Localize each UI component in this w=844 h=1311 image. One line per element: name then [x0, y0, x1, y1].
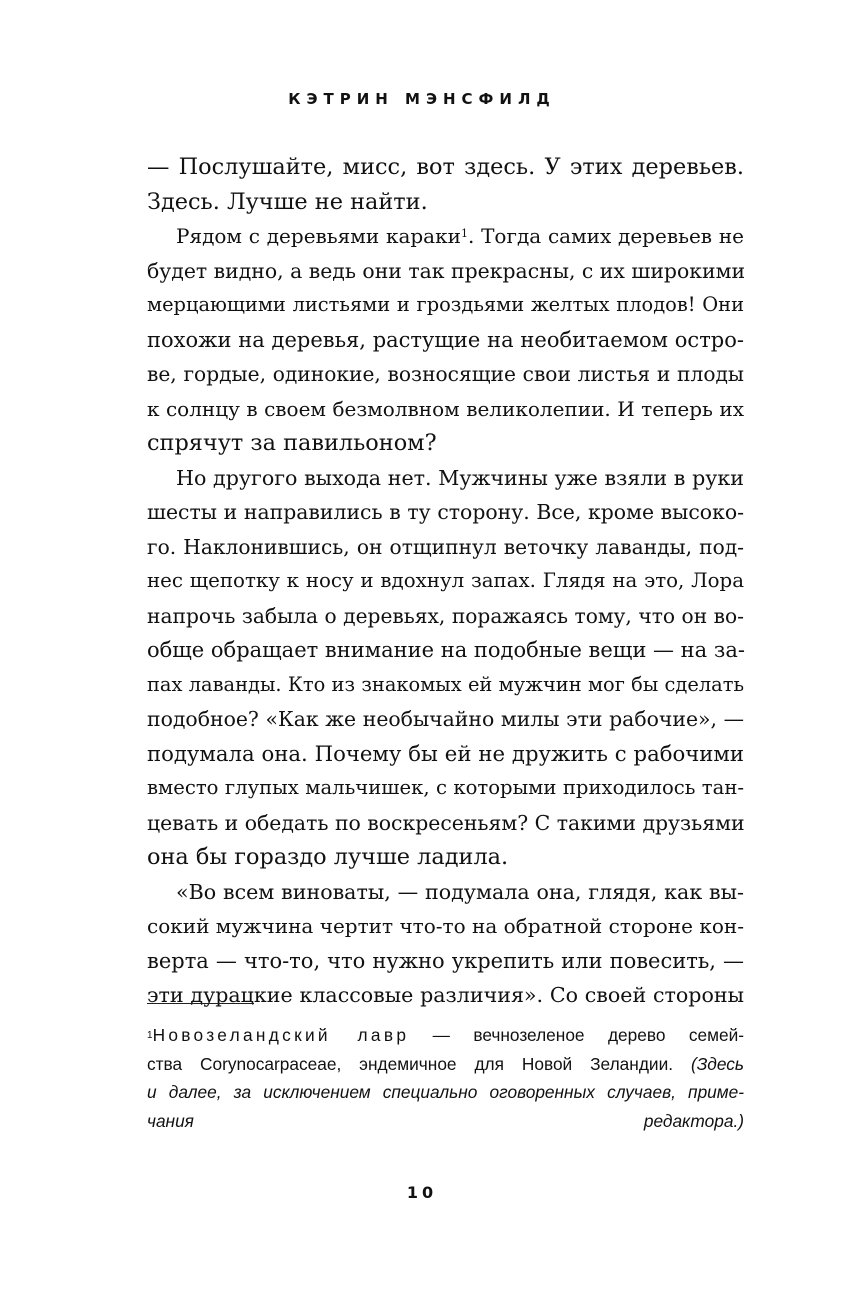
footnote-line	[147, 1107, 744, 1136]
footnote-segment: чания редактора.)	[147, 1110, 744, 1131]
text-line: она бы гораздо лучше ладила.	[147, 844, 509, 870]
text-segment: . Тогда самих деревьев не	[467, 224, 745, 248]
text-line: Здесь. Лучше не найти.	[147, 188, 428, 215]
text-line: ве, гордые, одинокие, возносящие свои листья и плоды	[147, 362, 744, 386]
text-line: вместо глупых мальчишек, с которыми приходилось тан-	[147, 776, 744, 799]
page-number: 10	[406, 1183, 438, 1202]
text-line: будет видно, а ведь они так прекрасны, с их широкими	[147, 258, 746, 283]
footnote-line	[147, 1078, 744, 1107]
text-line: сокий мужчина чертит что-то на обратной стороне кон-	[147, 914, 744, 938]
footnote-line	[147, 1050, 744, 1079]
footnote-line	[147, 1021, 744, 1050]
text-line	[147, 219, 744, 254]
footnote-segment: ства Corynocarpaceae, эндемичное для Новой Зеландии.	[147, 1053, 691, 1074]
text-line: спрячут за павильоном?	[147, 430, 437, 456]
text-line: шесты и направились в ту сторону. Все, кроме высоко-	[147, 500, 744, 524]
footnote-reference[interactable]: 1	[460, 227, 468, 240]
text-line: подобное? «Как же необычайно милы эти рабочие», —	[147, 707, 744, 731]
text-line: Но другого выхода нет. Мужчины уже взяли в руки	[176, 465, 744, 490]
text-line: эти дурацкие классовые различия». Со своей стороны	[147, 983, 744, 1007]
text-line: нес щепотку к носу и вдохнул запах. Глядя на это, Лора	[147, 569, 744, 592]
text-line: подумала она. Почему бы ей не дружить с рабочими	[147, 740, 744, 766]
footnote-marker: 1	[147, 1030, 153, 1041]
footnote-divider	[147, 1003, 254, 1004]
footnote	[147, 1021, 744, 1135]
text-line: похожи на деревья, растущие на необитаемом остро-	[147, 327, 744, 352]
text-line: цевать и обедать по воскресеньям? С такими друзьями	[147, 810, 745, 835]
footnote-term: Новозеландский лавр	[152, 1025, 410, 1045]
text-line: к солнцу в своем безмолвном великолепии. И теперь их	[147, 396, 744, 421]
text-line: верта — что-то, что нужно укрепить или повесить, —	[147, 948, 744, 973]
text-line: «Во всем виноваты, — подумала она, глядя, как вы-	[176, 879, 744, 904]
text-line: — Послушайте, мисс, вот здесь. У этих деревьев.	[147, 154, 744, 180]
body-text	[147, 150, 744, 1013]
text-line: пах лаванды. Кто из знакомых ей мужчин мог бы сделать	[147, 672, 744, 696]
text-line: го. Наклонившись, он отщипнул веточку лаванды, под-	[147, 534, 744, 559]
text-line: мерцающими листьями и гроздьями желтых плодов! Они	[147, 293, 744, 316]
text-line: напрочь забыла о деревьях, поражаясь тому, что он во-	[147, 603, 744, 628]
footnote-segment: (Здесь	[690, 1053, 744, 1074]
text-line: обще обращает внимание на подобные вещи — на за-	[147, 638, 745, 662]
footnote-segment: — вечнозеленое дерево семей-	[409, 1025, 745, 1045]
footnote-segment: и далее, за исключением специально оговоренных случаев, приме-	[147, 1082, 744, 1102]
text-segment: Рядом с деревьями караки	[176, 224, 461, 248]
running-header: КЭТРИН МЭНСФИЛД	[288, 90, 556, 108]
